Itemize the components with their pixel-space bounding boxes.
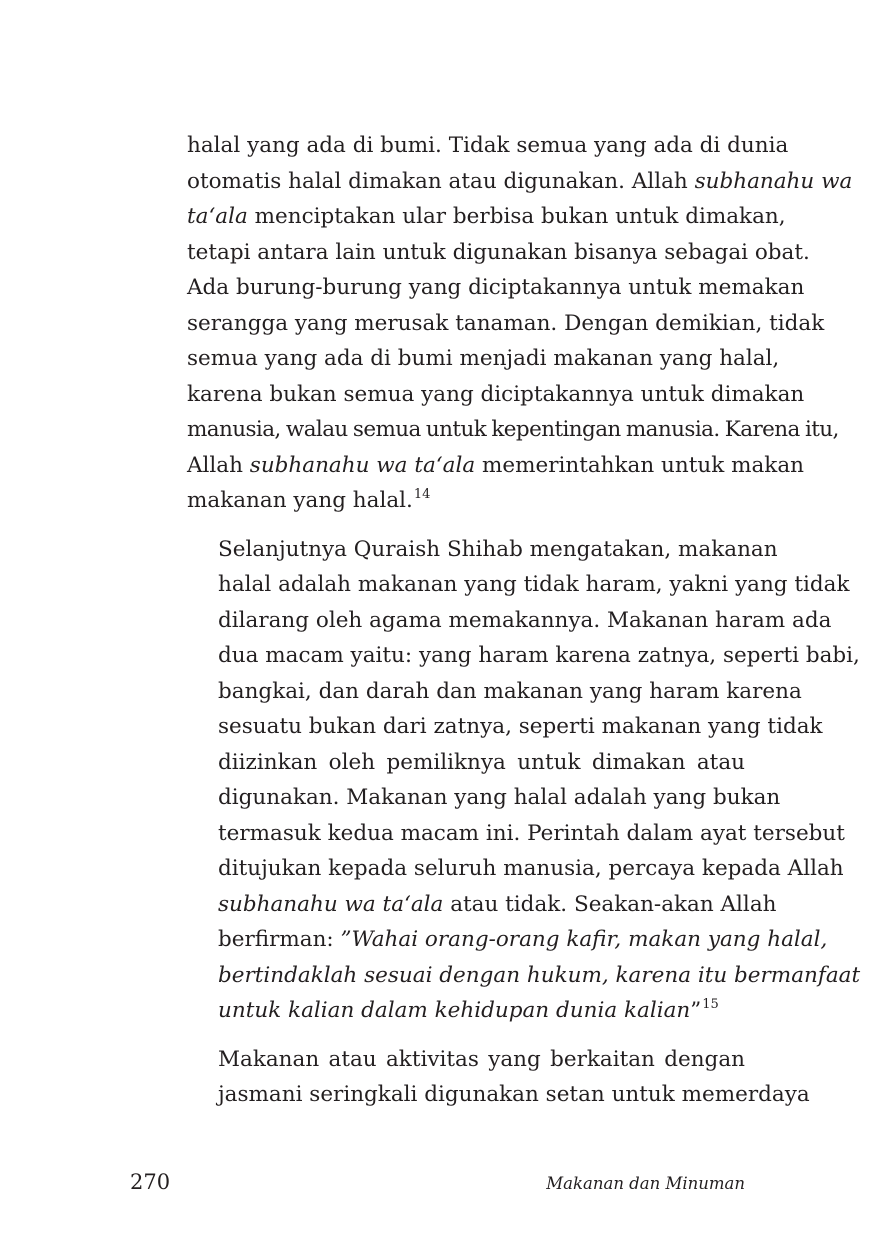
text-run: makanan yang halal.: [187, 488, 413, 513]
text-line: [187, 483, 745, 522]
text-line: [187, 270, 805, 306]
italic-text: subhanahu wa ta‘ala: [218, 891, 444, 917]
text-line: [187, 887, 777, 923]
page-footer: [130, 1170, 745, 1200]
text-line: [187, 603, 832, 639]
text-run: termasuk kedua macam ini. Perintah dalam ayat tersebut: [218, 820, 845, 846]
body-text: [187, 128, 861, 1113]
text-run: Allah: [187, 452, 250, 478]
text-run: ”: [690, 998, 702, 1023]
text-run: digunakan. Makanan yang halal adalah yang bukan: [218, 785, 781, 810]
text-line: [187, 780, 781, 816]
paragraph: [187, 532, 861, 1032]
text-line: [187, 1077, 810, 1113]
italic-text: subhanahu wa: [694, 168, 853, 194]
text-run: serangga yang merusak tanaman. Dengan demikian, tidak: [187, 310, 825, 336]
text-line: [187, 674, 802, 710]
text-line: [187, 341, 780, 377]
text-line: [187, 922, 828, 958]
text-line: [187, 816, 845, 852]
text-run: manusia, walau semua untuk kepentingan manusia. Karena itu,: [187, 417, 839, 442]
text-run: dilarang oleh agama memakannya. Makanan haram ada: [218, 607, 832, 633]
text-line: [187, 993, 745, 1032]
text-line: [187, 958, 861, 994]
text-line: [187, 448, 804, 484]
text-run: halal yang ada di bumi. Tidak semua yang ada di dunia: [187, 133, 789, 158]
text-line: [187, 306, 825, 342]
text-run: Selanjutnya Quraish Shihab mengatakan, makanan: [218, 536, 778, 562]
text-run: atau tidak. Seakan-akan Allah: [443, 891, 777, 917]
paragraph: [187, 1042, 810, 1113]
text-run: jasmani seringkali digunakan setan untuk memerdaya: [218, 1082, 810, 1107]
text-run: dua macam yaitu: yang haram karena zatnya, seperti babi,: [218, 643, 860, 668]
text-run: bangkai, dan darah dan makanan yang haram karena: [218, 678, 802, 704]
text-run: tetapi antara lain untuk digunakan bisanya sebagai obat.: [187, 239, 810, 265]
text-run: halal adalah makanan yang tidak haram, yakni yang tidak: [218, 572, 850, 597]
text-line: [187, 567, 850, 603]
text-line: [187, 128, 789, 164]
text-line: [187, 709, 823, 745]
text-run: Makanan atau aktivitas yang berkaitan dengan: [218, 1046, 745, 1072]
text-line: [187, 164, 853, 200]
running-title: Makanan dan Minuman: [546, 1174, 745, 1193]
footnote-reference: 15: [702, 997, 719, 1012]
page-number: 270: [130, 1170, 171, 1194]
text-run: memerintahkan untuk makan: [475, 452, 804, 478]
italic-text: ta‘ala: [187, 204, 248, 229]
text-line: [187, 851, 844, 887]
text-run: ditujukan kepada seluruh manusia, percaya kepada Allah: [218, 856, 844, 881]
italic-text: ”Wahai orang-orang kafir, makan yang halal,: [340, 927, 828, 952]
text-run: otomatis halal dimakan atau digunakan. Allah: [187, 168, 695, 194]
text-line: [187, 199, 786, 235]
text-line: [187, 1042, 745, 1078]
text-run: berfirman:: [218, 927, 341, 952]
text-run: karena bukan semua yang diciptakannya untuk dimakan: [187, 381, 805, 407]
text-run: Ada burung-burung yang diciptakannya untuk memakan: [187, 275, 805, 300]
italic-text: untuk kalian dalam kehidupan dunia kalian: [218, 998, 691, 1023]
text-line: [187, 745, 745, 781]
text-run: sesuatu bukan dari zatnya, seperti makanan yang tidak: [218, 714, 823, 739]
paragraph: [187, 128, 853, 522]
text-line: [187, 377, 805, 413]
text-line: [187, 412, 839, 448]
italic-text: bertindaklah sesuai dengan hukum, karena itu bermanfaat: [218, 962, 861, 988]
text-run: semua yang ada di bumi menjadi makanan yang halal,: [187, 346, 780, 371]
text-run: diizinkan oleh pemiliknya untuk dimakan atau: [218, 749, 745, 775]
italic-text: subhanahu wa ta‘ala: [249, 452, 476, 478]
text-line: [187, 638, 860, 674]
footnote-reference: 14: [413, 487, 431, 502]
text-line: [187, 532, 778, 568]
text-line: [187, 235, 810, 271]
text-run: menciptakan ular berbisa bukan untuk dimakan,: [247, 204, 786, 229]
